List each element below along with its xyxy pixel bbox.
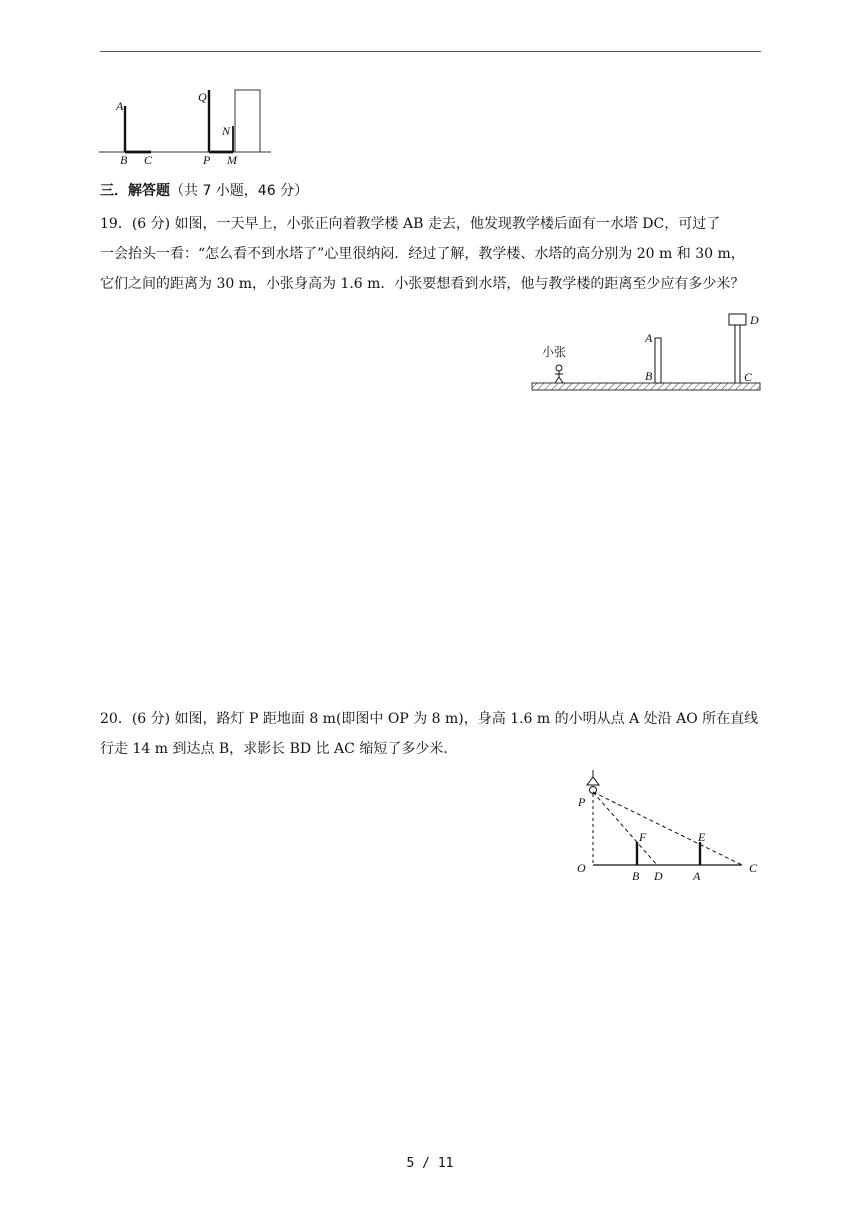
label-c: C: [749, 861, 758, 875]
building-rect: [235, 90, 260, 152]
label-d: D: [654, 869, 663, 883]
section-number: 三．: [100, 183, 128, 199]
q20-line-1: 20．(6 分) 如图，路灯 P 距地面 8 m(即图中 OP 为 8 m)，身高 1.6 m 的小明从点 A 处沿 AO 所在直线: [100, 711, 759, 727]
q19-line-1: 19．(6 分) 如图，一天早上，小张正向着教学楼 AB 走去，他发现教学楼后面有一水塔 DC，可过了: [100, 216, 721, 232]
section-title: 解答题: [128, 183, 170, 199]
label-a: A: [645, 331, 653, 345]
figure-q18: [96, 84, 276, 170]
label-d: D: [750, 313, 759, 327]
label-m: M: [227, 153, 237, 167]
label-p: P: [578, 795, 586, 809]
street-lamp-icon: [587, 770, 599, 794]
page-number: 5 / 11: [406, 1156, 454, 1171]
label-p: P: [203, 153, 211, 167]
header-rule: [100, 51, 761, 52]
q20-line-2: 行走 14 m 到达点 B，求影长 BD 比 AC 缩短了多少米．: [100, 741, 458, 757]
label-q: Q: [198, 90, 207, 104]
label-f: F: [639, 830, 647, 844]
section-note: （共 7 小题，46 分）: [170, 183, 309, 199]
figure-q19: [530, 312, 766, 396]
person-xiaozhang-icon: [555, 365, 563, 383]
ground-hatched: [532, 383, 760, 390]
label-a: A: [693, 869, 701, 883]
q19-line-2: 一会抬头一看：“怎么看不到水塔了”心里很纳闷．经过了解，教学楼、水塔的高分别为 20 m 和 30 m，: [100, 246, 745, 262]
building-ab: [655, 338, 661, 383]
figure-q20: [574, 768, 770, 886]
label-c: C: [144, 153, 153, 167]
ray-pd: [593, 792, 657, 865]
label-e: E: [698, 830, 706, 844]
label-b: B: [645, 369, 653, 383]
label-b: B: [632, 869, 640, 883]
label-a: A: [116, 99, 124, 113]
section-heading: [100, 180, 308, 200]
label-n: N: [222, 124, 231, 138]
ray-pc: [593, 792, 742, 865]
label-o: O: [577, 861, 586, 875]
question-20: [100, 704, 770, 764]
label-c: C: [744, 370, 753, 384]
q19-line-3: 它们之间的距离为 30 m，小张身高为 1.6 m．小张要想看到水塔，他与教学楼的距离至少应有多少米？: [100, 276, 745, 292]
question-19: [100, 209, 770, 299]
label-b: B: [120, 153, 128, 167]
label-xiaozhang: 小张: [542, 345, 567, 359]
water-tower-tank: [729, 314, 746, 325]
